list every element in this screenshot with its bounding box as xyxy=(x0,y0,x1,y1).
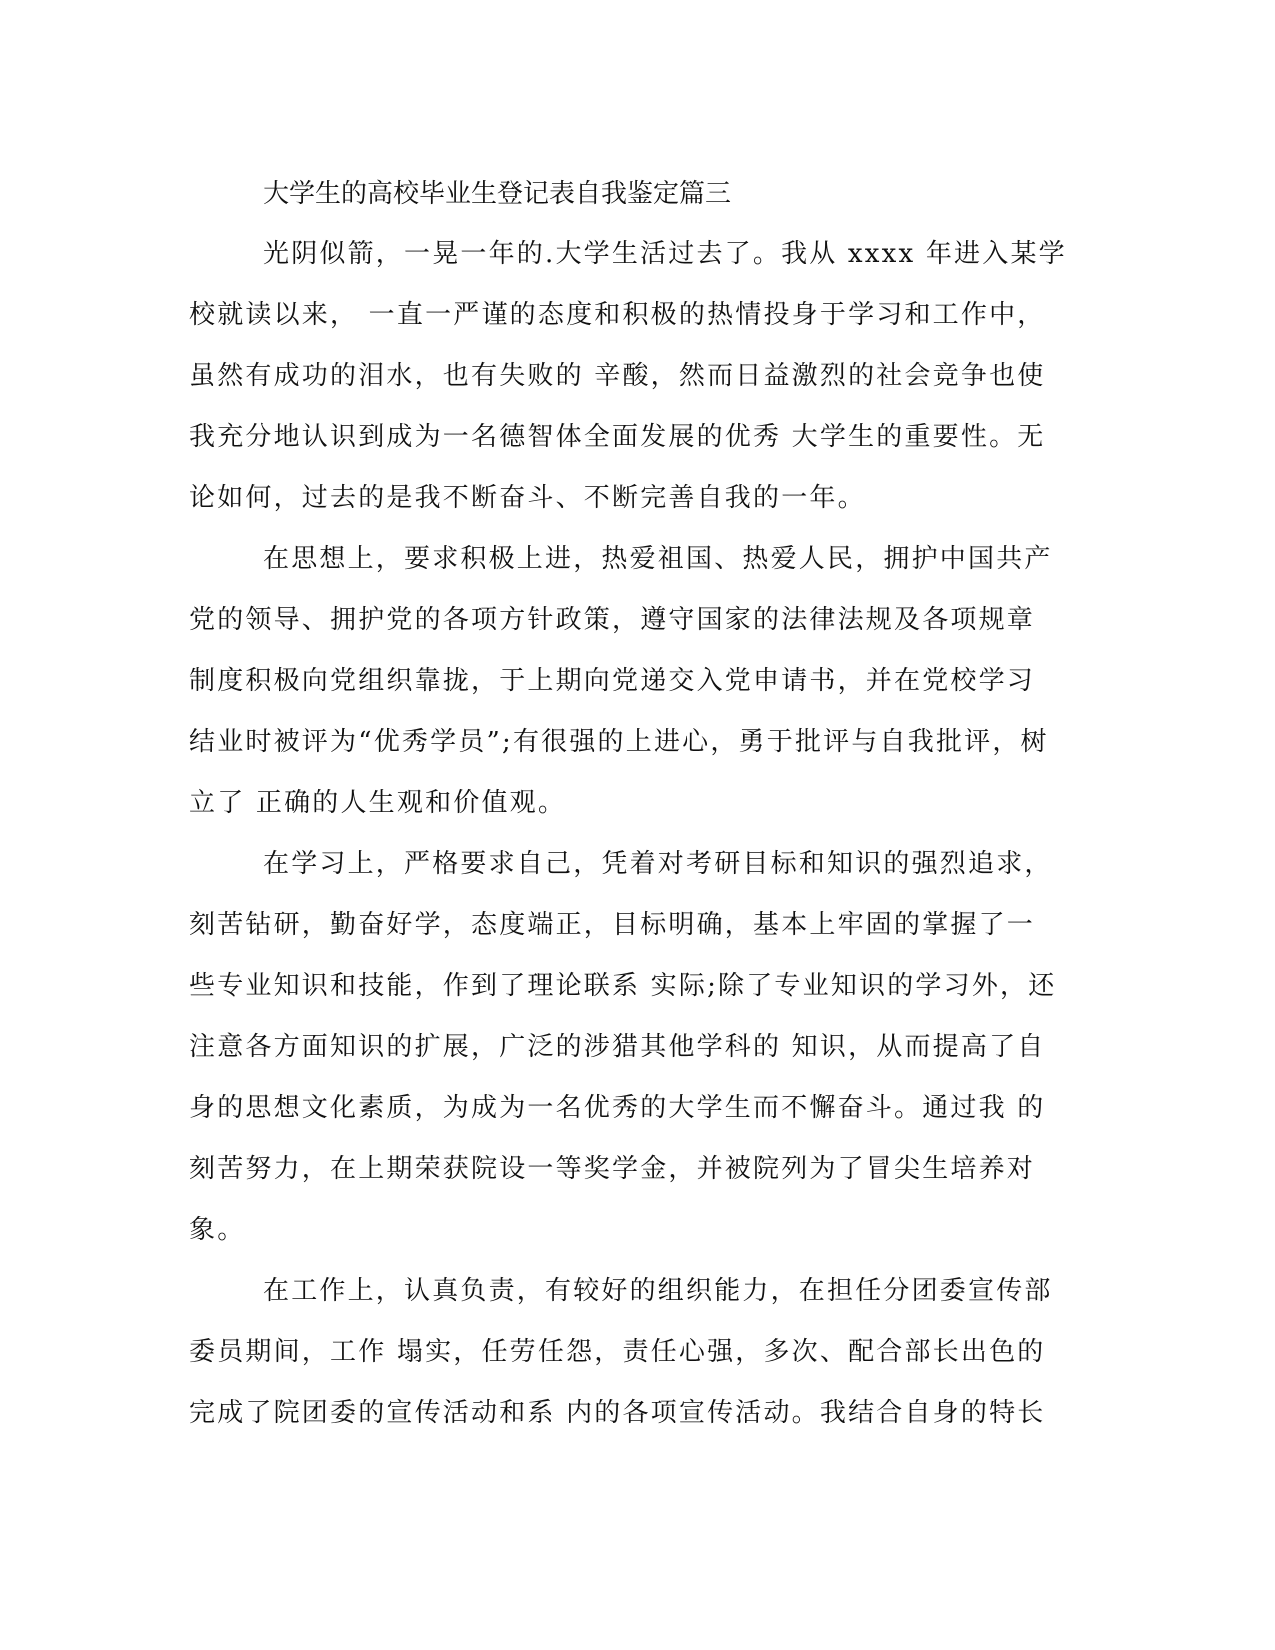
text-line: 论如何，过去的是我不断奋斗、不断完善自我的一年。 xyxy=(189,483,866,513)
text-line: 立了 正确的人生观和价值观。 xyxy=(189,788,567,818)
text-line: 党的领导、拥护党的各项方针政策，遵守国家的法律法规及各项规章 xyxy=(189,605,1036,635)
text-line: 校就读以来， 一直一严谨的态度和积极的热情投身于学习和工作中， xyxy=(189,300,1046,330)
text-line: 虽然有成功的泪水，也有失败的 辛酸，然而日益激烈的社会竞争也使 xyxy=(189,361,1046,391)
text-line: 刻苦努力，在上期荣获院设一等奖学金，并被院列为了冒尖生培养对 xyxy=(189,1154,1036,1184)
text-line: 身的思想文化素质，为成为一名优秀的大学生而不懈奋斗。通过我 的 xyxy=(189,1093,1046,1123)
text-line: 光阴似箭，一晃一年的.大学生活过去了。我从 xxxx 年进入某学 xyxy=(263,239,1067,269)
text-line: 委员期间，工作 塌实，任劳任怨，责任心强，多次、配合部长出色的 xyxy=(189,1337,1046,1367)
text-line: 象。 xyxy=(189,1215,246,1245)
text-line: 在思想上，要求积极上进，热爱祖国、热爱人民，拥护中国共产 xyxy=(263,544,1053,574)
text-line: 在学习上，严格要求自己，凭着对考研目标和知识的强烈追求， xyxy=(263,849,1053,879)
text-line: 结业时被评为“优秀学员”;有很强的上进心，勇于批评与自我批评，树 xyxy=(189,727,1049,757)
paragraph-study xyxy=(189,834,1069,1261)
document-body xyxy=(189,164,1069,1444)
paragraph-intro xyxy=(189,224,1069,529)
text-line: 刻苦钻研，勤奋好学，态度端正，目标明确，基本上牢固的掌握了一 xyxy=(189,910,1036,940)
text-line: 我充分地认识到成为一名德智体全面发展的优秀 大学生的重要性。无 xyxy=(189,422,1046,452)
paragraph-thought xyxy=(189,529,1069,834)
text-line: 些专业知识和技能，作到了理论联系 实际;除了专业知识的学习外，还 xyxy=(189,971,1057,1001)
document-title: 大学生的高校毕业生登记表自我鉴定篇三 xyxy=(263,179,732,209)
paragraph-work xyxy=(189,1261,1069,1444)
text-line: 注意各方面知识的扩展，广泛的涉猎其他学科的 知识，从而提高了自 xyxy=(189,1032,1046,1062)
text-line: 在工作上，认真负责，有较好的组织能力，在担任分团委宣传部 xyxy=(263,1276,1053,1306)
text-line: 完成了院团委的宣传活动和系 内的各项宣传活动。我结合自身的特长 xyxy=(189,1398,1046,1428)
text-line: 制度积极向党组织靠拢，于上期向党递交入党申请书，并在党校学习 xyxy=(189,666,1036,696)
